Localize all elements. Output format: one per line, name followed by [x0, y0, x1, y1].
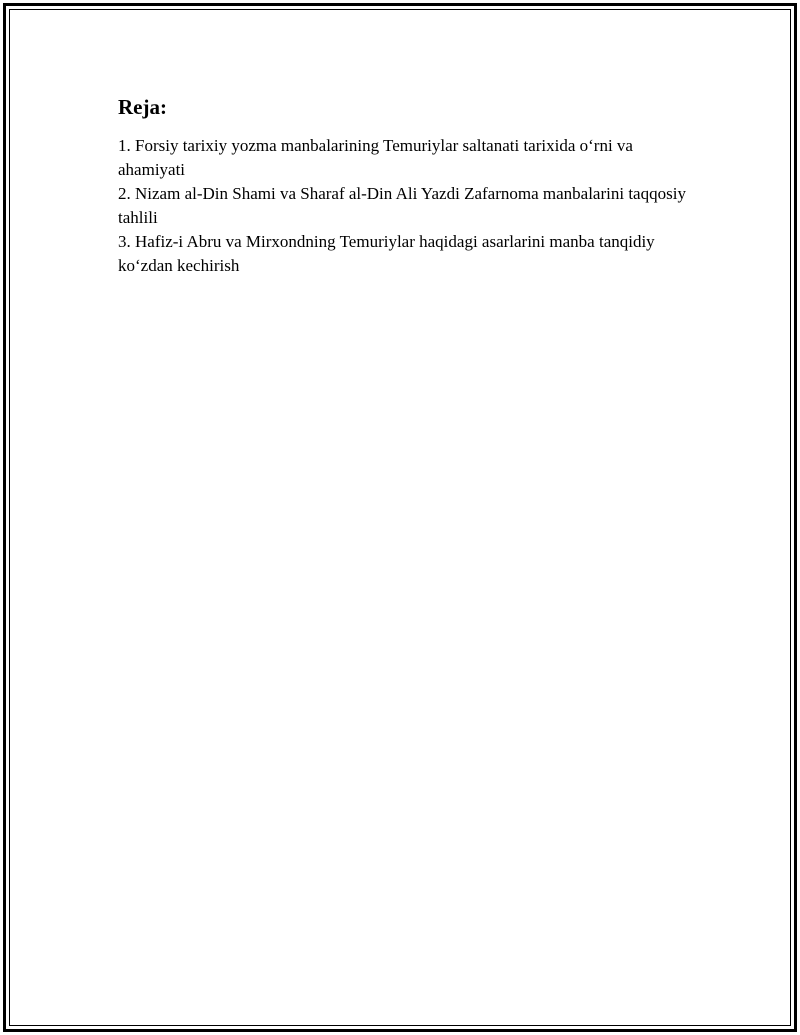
plan-list [118, 134, 698, 278]
document-content [118, 94, 698, 278]
plan-item-3: 3. Hafiz-i Abru va Mirxondning Temuriylar haqidagi asarlarini manba tanqidiy ko‘zdan kechirish [118, 232, 655, 275]
plan-item-1: 1. Forsiy tarixiy yozma manbalarining Temuriylar saltanati tarixida o‘rni va ahamiyati [118, 136, 633, 179]
plan-heading: Reja: [118, 95, 167, 119]
plan-item-2: 2. Nizam al-Din Shami va Sharaf al-Din Ali Yazdi Zafarnoma manbalarini taqqosiy tahlili [118, 184, 686, 227]
